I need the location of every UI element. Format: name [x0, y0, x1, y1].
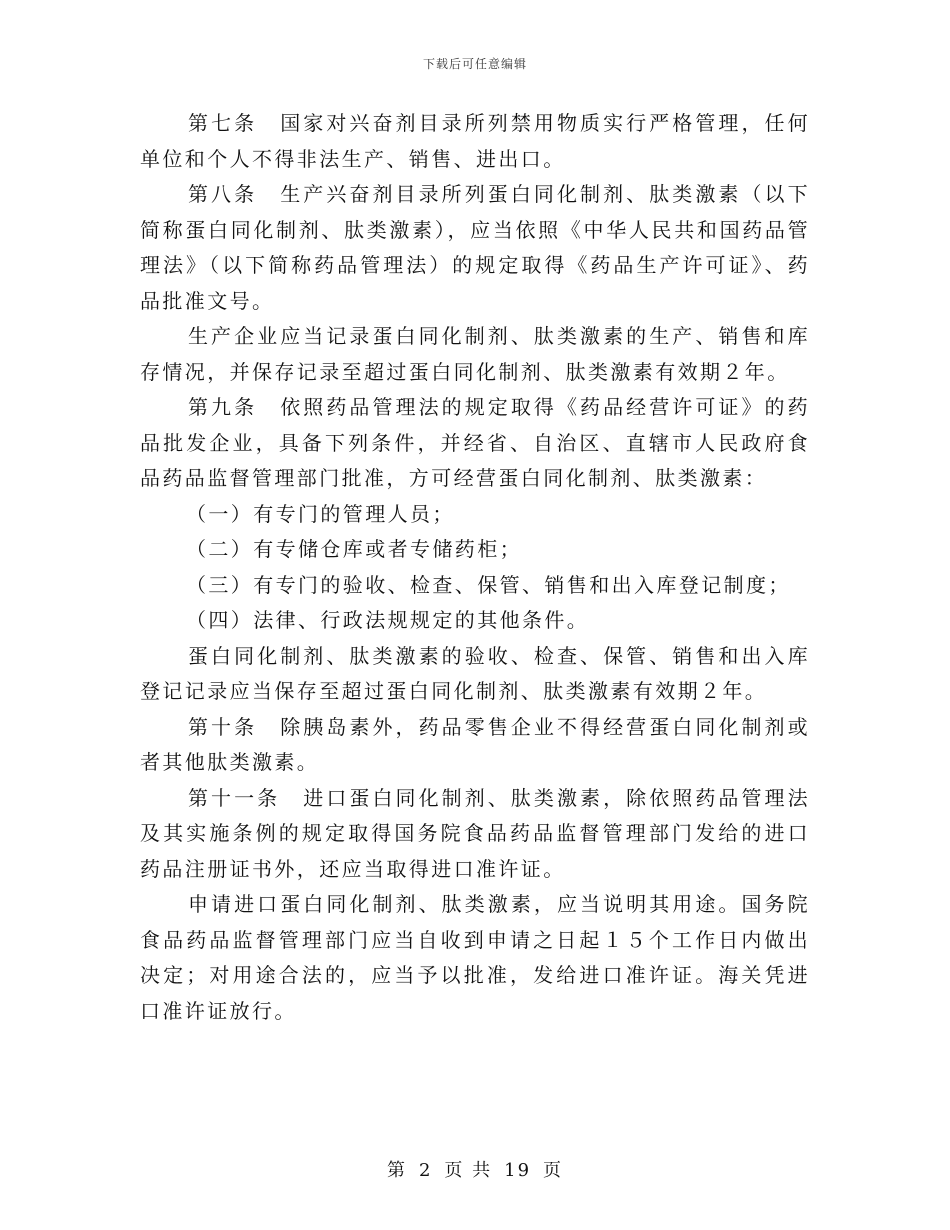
paragraph-production-records: 生产企业应当记录蛋白同化制剂、肽类激素的生产、销售和库存情况，并保存记录至超过蛋白同化制剂、肽类激素有效期２年。 — [140, 324, 810, 384]
paragraph-article-8: 第八条 生产兴奋剂目录所列蛋白同化制剂、肽类激素（以下简称蛋白同化制剂、肽类激素），应当依照《中华人民共和国药品管理法》（以下简称药品管理法）的规定取得《药品生产许可证》、药品批准文号。 — [140, 182, 810, 313]
list-item-condition-1: （一）有专门的管理人员； — [186, 501, 455, 526]
paragraph-article-11: 第十一条 进口蛋白同化制剂、肽类激素，除依照药品管理法及其实施条例的规定取得国务院食品药品监督管理部门发给的进口药品注册证书外，还应当取得进口准许证。 — [140, 785, 810, 881]
list-item-condition-2: （二）有专储仓库或者专储药柜； — [186, 537, 522, 561]
paragraph-article-9: 第九条 依照药品管理法的规定取得《药品经营许可证》的药品批发企业，具备下列条件，并经省、自治区、直辖市人民政府食品药品监督管理部门批准，方可经营蛋白同化制剂、肽类激素： — [140, 395, 810, 490]
footer-suffix: 页 — [543, 1160, 564, 1181]
list-item-condition-4: （四）法律、行政法规规定的其他条件。 — [186, 608, 590, 632]
paragraph-article-7: 第七条 国家对兴奋剂目录所列禁用物质实行严格管理，任何单位和个人不得非法生产、销售、进出口。 — [140, 111, 810, 171]
paragraph-inspection-records: 蛋白同化制剂、肽类激素的验收、检查、保管、销售和出入库登记记录应当保存至超过蛋白同化制剂、肽类激素有效期２年。 — [140, 643, 810, 703]
footer-total-pages: 19 — [504, 1160, 532, 1181]
footer-prefix: 第 — [386, 1160, 407, 1181]
page-header: 下载后可任意编辑 — [422, 57, 527, 71]
document-body — [140, 106, 810, 1029]
paragraph-article-10: 第十条 除胰岛素外，药品零售企业不得经营蛋白同化制剂或者其他肽类激素。 — [140, 714, 810, 774]
footer-page-number: 2 — [418, 1160, 433, 1181]
footer-middle: 页 共 — [444, 1160, 493, 1181]
list-item-condition-3: （三）有专门的验收、检查、保管、销售和出入库登记制度； — [186, 572, 791, 597]
page-footer — [0, 1156, 950, 1182]
paragraph-import-application: 申请进口蛋白同化制剂、肽类激素，应当说明其用途。国务院食品药品监督管理部门应当自收到申请之日起１５个工作日内做出决定；对用途合法的，应当予以批准，发给进口准许证。海关凭进口准许证放行。 — [140, 892, 810, 1023]
